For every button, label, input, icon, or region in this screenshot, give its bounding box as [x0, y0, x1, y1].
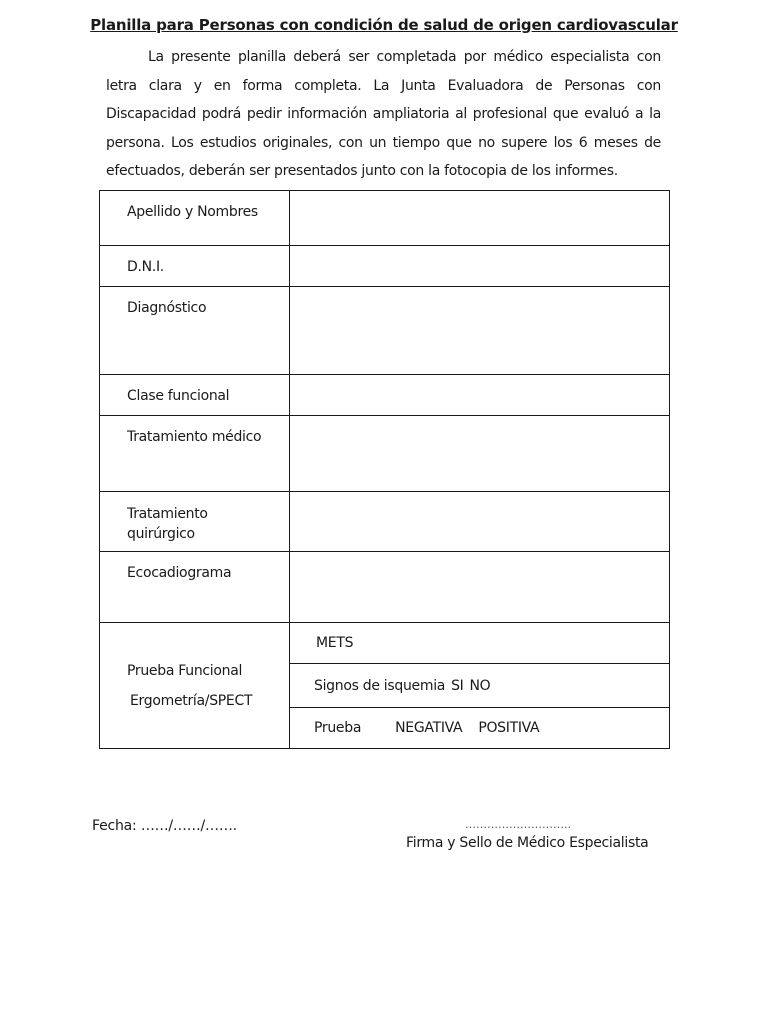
field-prueba-resultado: [290, 708, 670, 749]
field-signos-isquemia: [290, 664, 670, 708]
label-apellido-nombres: Apellido y Nombres: [100, 191, 290, 246]
field-clase-funcional[interactable]: [290, 375, 670, 416]
firma-label: Firma y Sello de Médico Especialista: [406, 835, 649, 851]
label-tratamiento-medico: Tratamiento médico: [100, 416, 290, 492]
field-apellido-nombres[interactable]: [290, 191, 670, 246]
prueba-negativa-option[interactable]: NEGATIVA: [395, 720, 463, 736]
form-row-mets: [100, 623, 670, 664]
label-clase-funcional: Clase funcional: [100, 375, 290, 416]
label-prueba-funcional-line2: Ergometría/SPECT: [130, 692, 253, 709]
label-diagnostico: Diagnóstico: [100, 287, 290, 375]
form-row-clase-funcional: [100, 375, 670, 416]
form-row-tratamiento-medico: [100, 416, 670, 492]
medical-form-table: [99, 190, 670, 749]
field-tratamiento-medico[interactable]: [290, 416, 670, 492]
prueba-positiva-option[interactable]: POSITIVA: [478, 720, 540, 736]
label-prueba-funcional-line1: Prueba Funcional: [127, 662, 243, 679]
fecha-field[interactable]: Fecha: ……/……/…….: [92, 818, 237, 834]
prueba-label: Prueba: [314, 720, 362, 736]
form-row-diagnostico: [100, 287, 670, 375]
label-tratamiento-quirurgico-line1: Tratamiento: [127, 506, 208, 522]
firma-line: ………………………..: [465, 818, 571, 831]
field-tratamiento-quirurgico[interactable]: [290, 492, 670, 552]
mets-label: METS: [316, 635, 354, 651]
isquemia-si-option[interactable]: SI: [451, 677, 464, 694]
field-dni[interactable]: [290, 246, 670, 287]
label-tratamiento-quirurgico: [100, 492, 290, 552]
form-row-dni: [100, 246, 670, 287]
label-tratamiento-quirurgico-line2: quirúrgico: [127, 526, 195, 542]
field-mets[interactable]: [290, 623, 670, 664]
isquemia-label: Signos de isquemia: [314, 677, 446, 694]
form-row-ecocadiograma: [100, 552, 670, 623]
isquemia-no-option[interactable]: NO: [469, 677, 491, 694]
label-ecocadiograma: Ecocadiograma: [100, 552, 290, 623]
label-prueba-funcional: [100, 623, 290, 749]
form-row-tratamiento-quirurgico: [100, 492, 670, 552]
form-row-nombres: [100, 191, 670, 246]
field-ecocadiograma[interactable]: [290, 552, 670, 623]
intro-paragraph: La presente planilla deberá ser completada por médico especialista con letra clara y en forma completa. La Junta Evaluadora de Personas con Discapacidad podrá pedir información ampliatoria al profesional que evaluó a la persona. Los estudios originales, con un tiempo que no supere los 6 meses de efectuados, deberán ser presentados junto con la fotocopia de los informes.: [106, 49, 661, 179]
document-title: Planilla para Personas con condición de salud de origen cardiovascular: [90, 16, 678, 34]
field-diagnostico[interactable]: [290, 287, 670, 375]
label-dni: D.N.I.: [100, 246, 290, 287]
